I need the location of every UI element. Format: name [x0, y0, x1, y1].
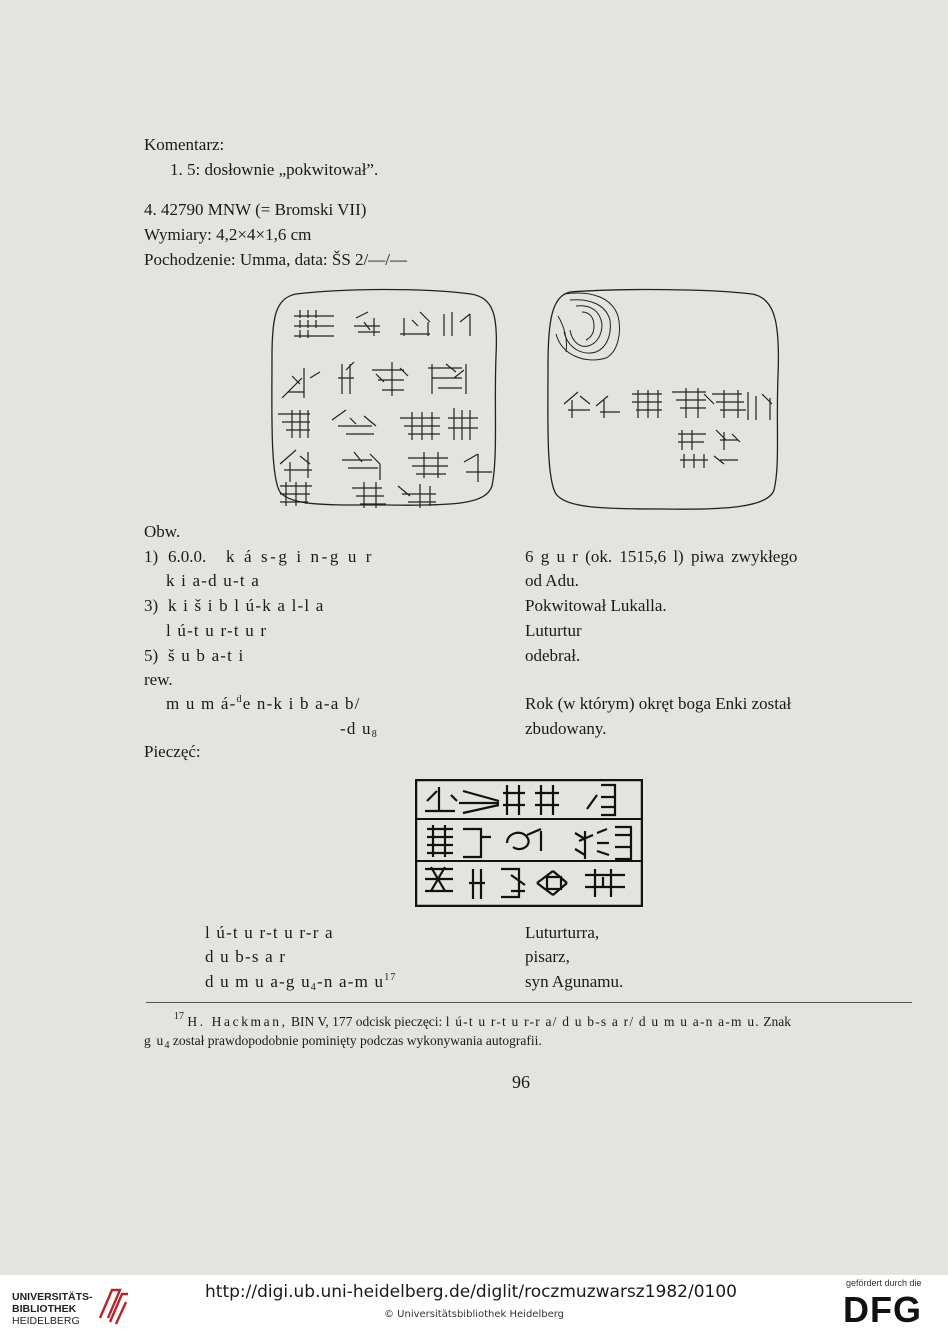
library-name-line-2: BIBLIOTHEK [12, 1303, 77, 1315]
obverse-line-5-number: 5) [144, 646, 159, 665]
obverse-line-3-translit: k i š i b l ú-k a l-l a [168, 596, 325, 615]
seal-line-2-translit: d u b-s a r [205, 947, 287, 966]
seal-line-3-translation: syn Agunamu. [525, 972, 624, 991]
reverse-translit-line-2: -d $u_8$ [340, 719, 378, 740]
library-logo-text [12, 1291, 93, 1327]
obverse-line-3-number: 3) [144, 596, 159, 615]
obverse-line-4-translit: l ú-t u r-t u r [166, 621, 268, 640]
funding-note: gefördert durch die [846, 1278, 922, 1288]
footnote-line-2: g $u_4$ został prawdopodobnie pominięty podczas wykonywania autografii. [144, 1033, 542, 1051]
dfg-logo: DFG [843, 1289, 922, 1330]
copyright-notice: © Universitätsbibliothek Heidelberg [384, 1309, 565, 1320]
tablet-obverse-drawing [266, 286, 501, 510]
obverse-line-5-translation: odebrał. [525, 646, 581, 665]
commentary-line: 1. 5: dosłownie „pokwitował”. [170, 160, 379, 179]
entry-title: 4. 42790 MNW (= Bromski VII) [144, 200, 367, 219]
reverse-translation-line-2: zbudowany. [525, 719, 607, 738]
reverse-translit-line-1: m u m á-$^d$e n-k i b a-a b/ [166, 694, 361, 713]
library-logo-icon [96, 1284, 132, 1331]
seal-line-2-translation: pisarz, [525, 947, 570, 966]
obverse-line-1-translation: 6 g u r (ok. 1515,6 l) piwa zwykłego [525, 547, 798, 566]
obverse-line-2-translation: od Adu. [525, 571, 579, 590]
obverse-label: Obw. [144, 522, 181, 541]
entry-dimensions: Wymiary: 4,2×4×1,6 cm [144, 225, 312, 244]
seal-line-3-translit: d u m u a-g $u_4-n$ a-m $u^{17}$ [205, 972, 397, 993]
library-name-line-1: UNIVERSITÄTS- [12, 1291, 93, 1303]
obverse-line-2-translit: k i a-d u-t a [166, 571, 260, 590]
obverse-line-5-translit: š u b a-t i [168, 646, 245, 665]
obverse-line-1-number: 1) [144, 547, 159, 566]
library-name-line-3: HEIDELBERG [12, 1315, 80, 1327]
tablet-reverse-drawing [542, 286, 784, 512]
digital-object-url[interactable]: http://digi.ub.uni-heidelberg.de/diglit/roczmuzwarsz1982/0100 [205, 1282, 737, 1302]
reverse-label: rew. [144, 670, 173, 689]
seal-line-1-translit: l ú-t u r-t u r-r a [205, 923, 334, 942]
commentary-heading: Komentarz: [144, 135, 225, 154]
footnote-rule [146, 1002, 912, 1003]
footnote-marker: 17 [174, 1011, 184, 1022]
seal-line-1-translation: Luturturra, [525, 923, 600, 942]
seal-label: Pieczęć: [144, 742, 201, 761]
seal-drawing [415, 779, 643, 907]
entry-origin: Pochodzenie: Umma, data: ŠS 2/—/— [144, 250, 407, 269]
footnote-line-1: $^{17}$ H. Hackman, BIN V, 177 odcisk pieczęci: l ú-t u r-t u r-r a/ d u b-s a r/ d u m u a-n a-m u. Znak [174, 1011, 791, 1029]
obverse-line-1-translit: k á s-g i n-g u r [226, 547, 375, 566]
obverse-line-1-count: 6.0.0. [168, 547, 207, 566]
obverse-line-4-translation: Luturtur [525, 621, 582, 640]
obverse-line-3-translation: Pokwitował Lukalla. [525, 596, 667, 615]
page-number: 96 [512, 1072, 530, 1092]
reverse-translation-line-1: Rok (w którym) okręt boga Enki został [525, 694, 792, 713]
